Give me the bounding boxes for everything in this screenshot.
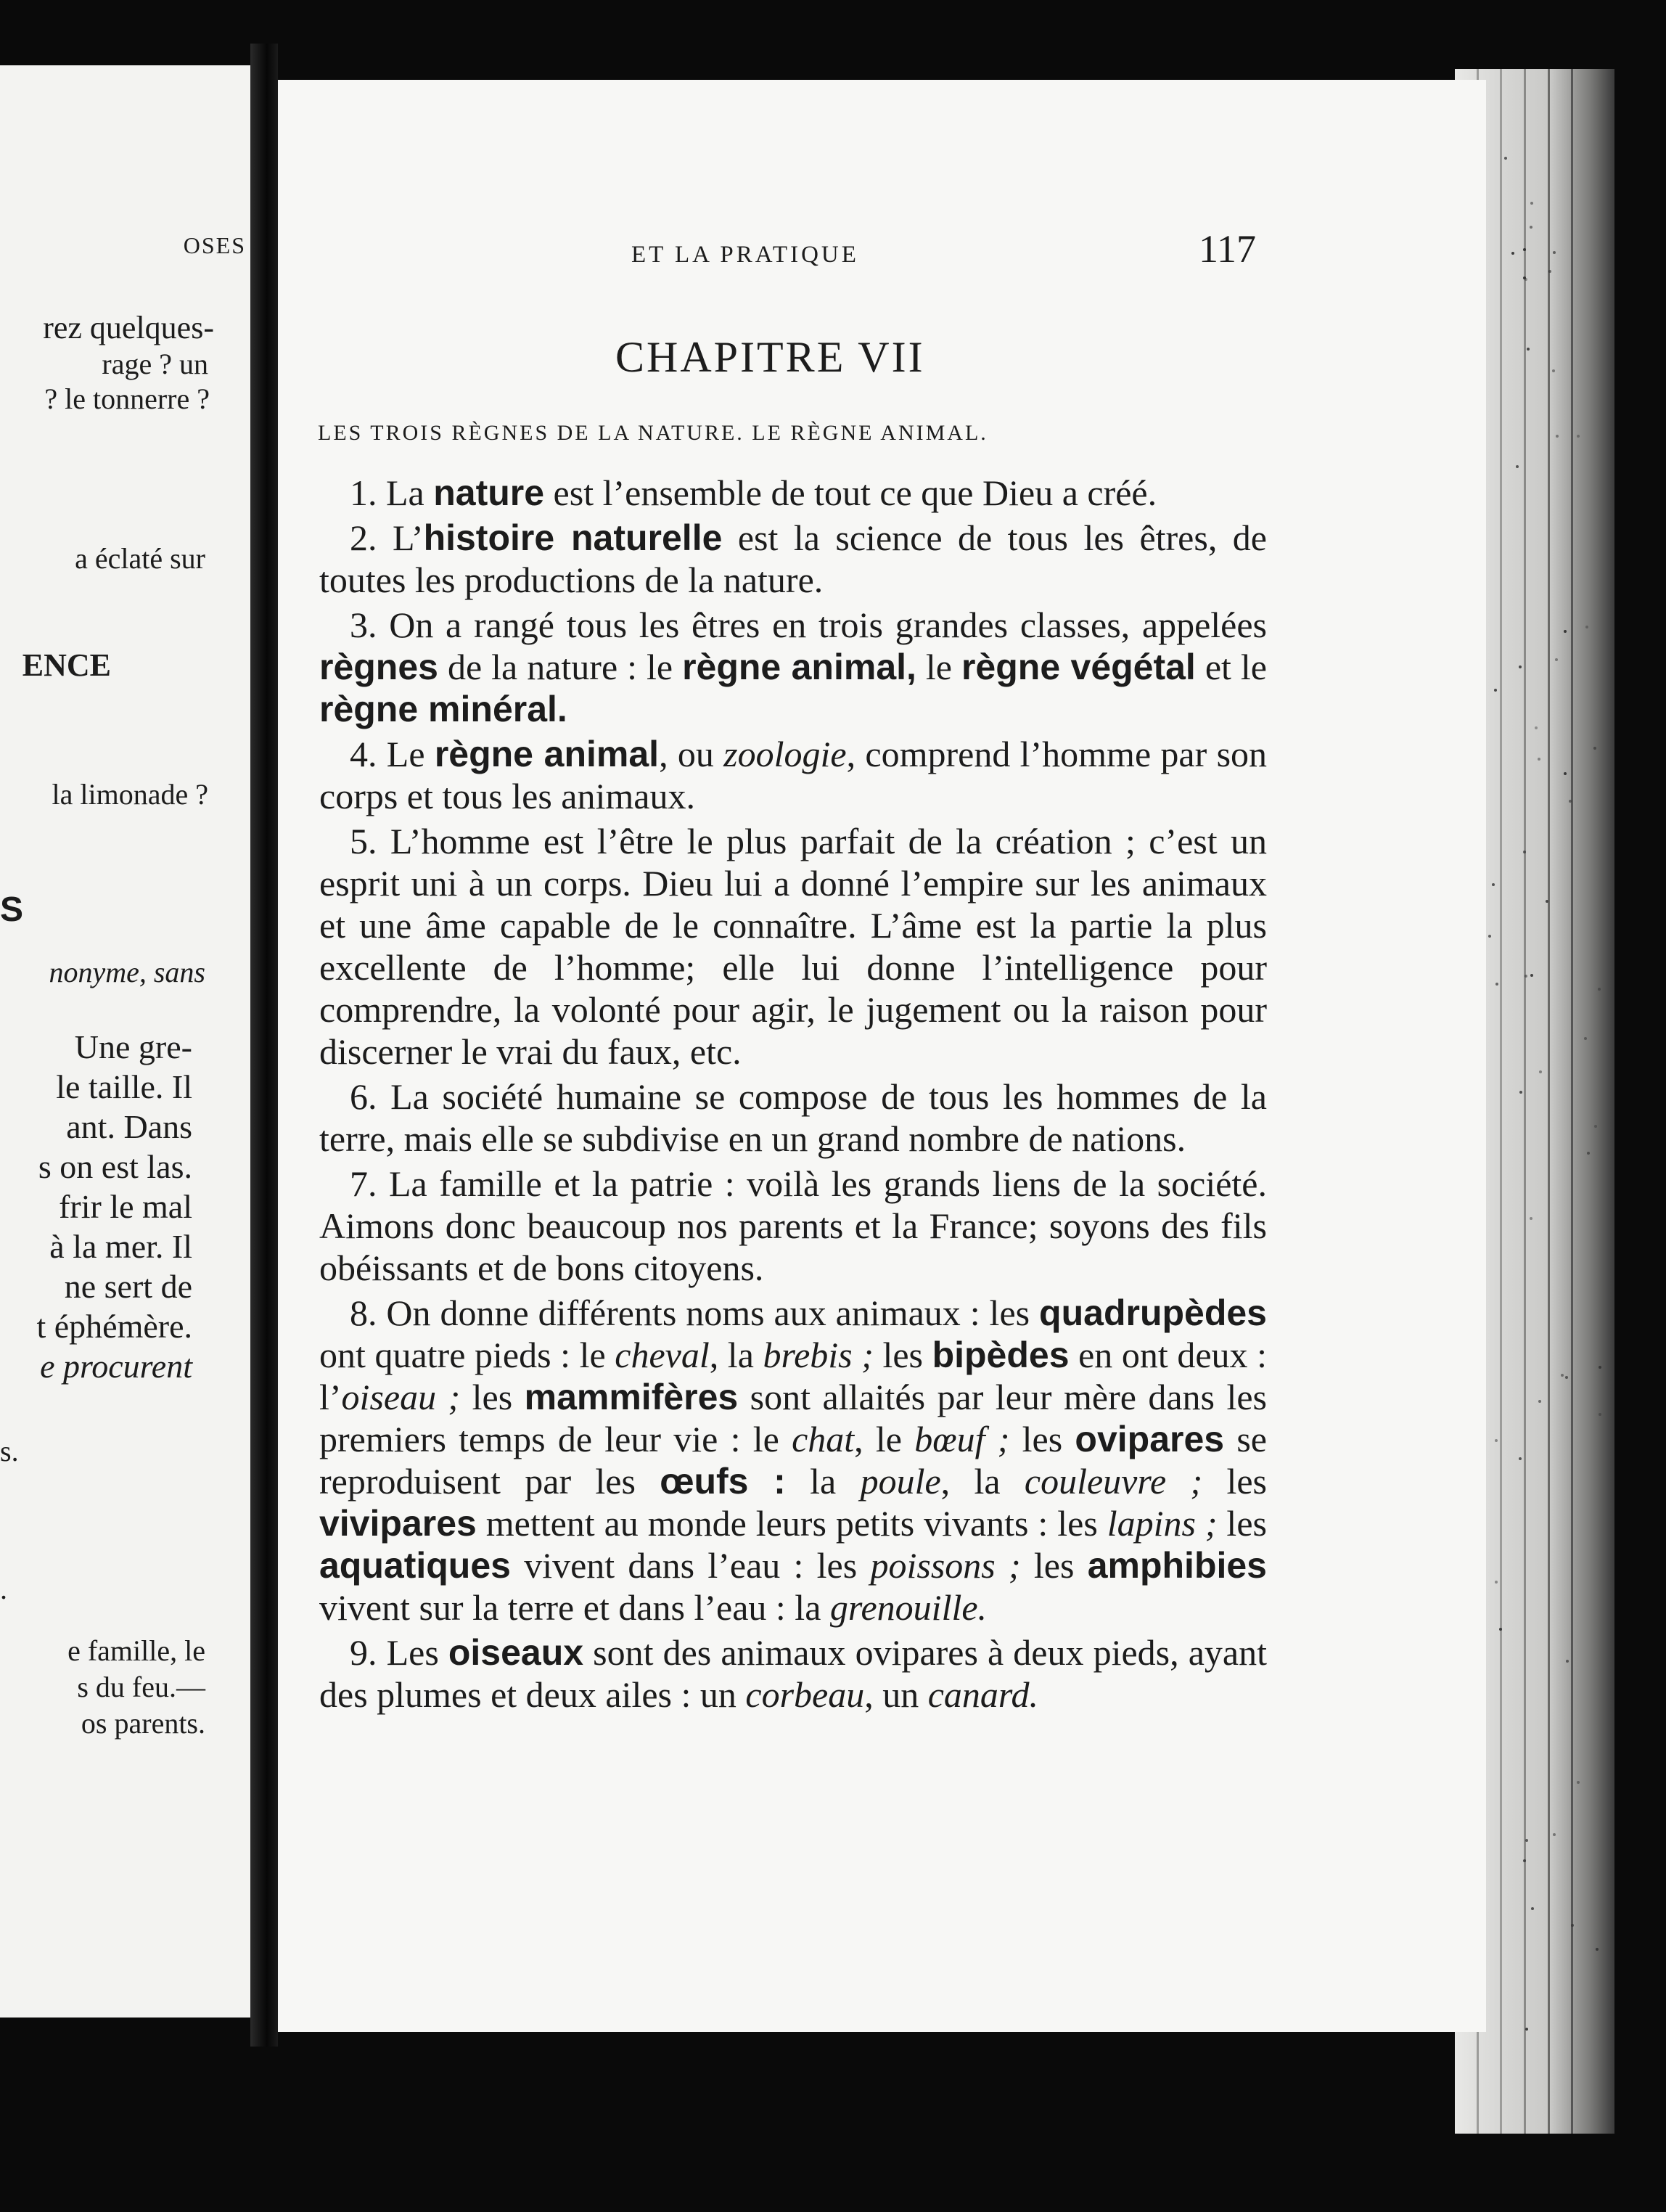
text-run: , ou [659,734,724,774]
text-run: , comprend l’homme par son corps et tous les animaux. [319,734,1268,816]
left-line: ant. Dans [66,1108,192,1145]
left-line: e procurent [40,1348,192,1385]
text-run: en ont deux : l’ [319,1335,1268,1417]
left-page [0,65,250,2018]
text-run: sont des animaux ovipares à deux pieds, ayant des plumes et deux ailes : un [319,1632,1267,1715]
left-line: ? le tonnerre ? [44,382,210,415]
page-number: 117 [1199,227,1256,271]
text-run: 1. La [350,472,434,513]
text-run: 7. La famille et la patrie : voilà les grands liens de la société. Aimons donc beaucoup nos parents et la France; soyons des fils obéissants et de bons citoyens. [319,1163,1267,1288]
bold-term: bipèdes [932,1335,1070,1375]
bold-term: quadrupèdes [1039,1293,1267,1333]
left-line: . [0,1573,7,1605]
text-run: , la [709,1335,763,1375]
bold-term: règne animal, [682,647,916,687]
left-line: OSES [183,232,246,258]
text-run: 9. Les [350,1632,448,1673]
bold-term: règne animal [434,734,660,774]
bold-term: mammifères [524,1377,739,1417]
bold-term: nature [433,472,545,513]
chapter-subtitle: LES TROIS RÈGNES DE LA NATURE. LE RÈGNE ANIMAL. [318,421,988,445]
book-gutter [250,44,278,2047]
paragraph-4 [319,733,1267,817]
text-run: les [460,1377,525,1417]
paragraph-3 [319,604,1267,730]
text-run: 2. L’ [350,517,424,558]
text-run: la [785,1461,861,1502]
left-line: à la mer. Il [49,1228,192,1265]
chapter-title: CHAPITRE VII [615,333,925,381]
left-line: a éclaté sur [75,542,205,575]
text-run: 4. Le [350,734,435,774]
bold-term: amphibies [1087,1545,1267,1586]
left-line: s on est las. [38,1148,192,1185]
bold-term: œufs : [660,1461,786,1502]
text-run: les [1009,1419,1075,1459]
text-run: le [916,647,961,687]
italic-example: zoologie [723,734,847,774]
italic-example: grenouille. [829,1587,988,1628]
left-line: e famille, le [67,1634,205,1667]
left-line: t éphémère. [36,1308,192,1345]
text-run: vivent dans l’eau : les [510,1545,871,1586]
text-run: de la nature : le [438,647,683,687]
bold-term: règne minéral. [319,689,567,729]
text-run: sont allaités par leur mère dans les premiers temps de leur vie : le [319,1377,1267,1459]
left-line: Une gre- [74,1028,192,1065]
paragraph-2 [319,517,1267,601]
left-line: ENCE [22,647,111,683]
left-line: rage ? un [102,348,208,380]
paragraph-9 [319,1631,1267,1716]
bold-term: règne végétal [961,647,1196,687]
italic-example: corbeau [745,1674,865,1715]
left-line: os parents. [81,1707,205,1740]
bold-term: règnes [319,647,438,687]
text-run: les [1020,1545,1088,1586]
text-run: est l’ensemble de tout ce que Dieu a créé. [544,472,1157,513]
italic-example: brebis ; [763,1335,874,1375]
paragraph-1 [319,472,1267,514]
left-line: s du feu.— [77,1671,205,1703]
text-run: , la [940,1461,1025,1502]
left-line: nonyme, sans [49,956,205,988]
text-run: , un [864,1674,928,1715]
paragraph-6 [319,1076,1267,1160]
bold-term: oiseaux [448,1632,584,1673]
italic-example: oiseau ; [341,1377,461,1417]
italic-example: cheval [615,1335,710,1375]
italic-example: poule [860,1461,941,1502]
left-line: la limonade ? [52,778,208,811]
text-run: mettent au monde leurs petits vivants : les [476,1503,1107,1544]
text-run: , le [854,1419,915,1459]
bold-term: histoire naturelle [423,517,723,558]
italic-example: lapins ; [1107,1503,1218,1544]
running-head: ET LA PRATIQUE [631,242,859,268]
left-line: le taille. Il [56,1068,192,1105]
bold-term: ovipares [1075,1419,1225,1459]
left-line: ne sert de [64,1268,192,1305]
italic-example: canard. [927,1674,1039,1715]
paragraph-8 [319,1292,1267,1629]
left-line: S [0,890,24,929]
text-run: 8. On donne différents noms aux animaux : les [350,1293,1040,1333]
text-run: se reproduisent par les [319,1419,1267,1502]
text-run: ont quatre pieds : le [319,1335,615,1375]
paragraph-7 [319,1163,1267,1289]
left-line: frir le mal [59,1188,192,1225]
italic-example: poissons ; [870,1545,1021,1586]
text-run: 5. L’homme est l’être le plus parfait de la création ; c’est un esprit uni à un corps. Dieu lui a donné l’empire sur les animaux et une âme capable de le connaître. L’âme est la partie la plus excellente de l’homme; elle lui donne l’intelligence pour comprendre, la volonté pour agir, le jugement ou la raison pour discerner le vrai du faux, etc. [319,821,1267,1072]
text-run: vivent sur la terre et dans l’eau : la [319,1587,830,1628]
bold-term: vivipares [319,1503,477,1544]
text-run: et le [1195,647,1267,687]
text-run: 3. On a rangé tous les êtres en trois grandes classes, appelées [350,605,1267,645]
text-run: est la science de tous les êtres, de toutes les productions de la nature. [319,517,1267,600]
text-run: les [873,1335,932,1375]
left-line: rez quelques- [43,310,214,345]
italic-example: couleuvre ; [1024,1461,1203,1502]
text-run: les [1202,1461,1268,1502]
text-run: les [1217,1503,1267,1544]
italic-example: chat [792,1419,855,1459]
italic-example: bœuf ; [914,1419,1010,1459]
bold-term: aquatiques [319,1545,511,1586]
text-run: 6. La société humaine se compose de tous les hommes de la terre, mais elle se subdivise en un grand nombre de nations. [319,1076,1267,1159]
left-line: s. [0,1435,19,1467]
body-text [319,472,1267,1719]
paragraph-5 [319,820,1267,1073]
